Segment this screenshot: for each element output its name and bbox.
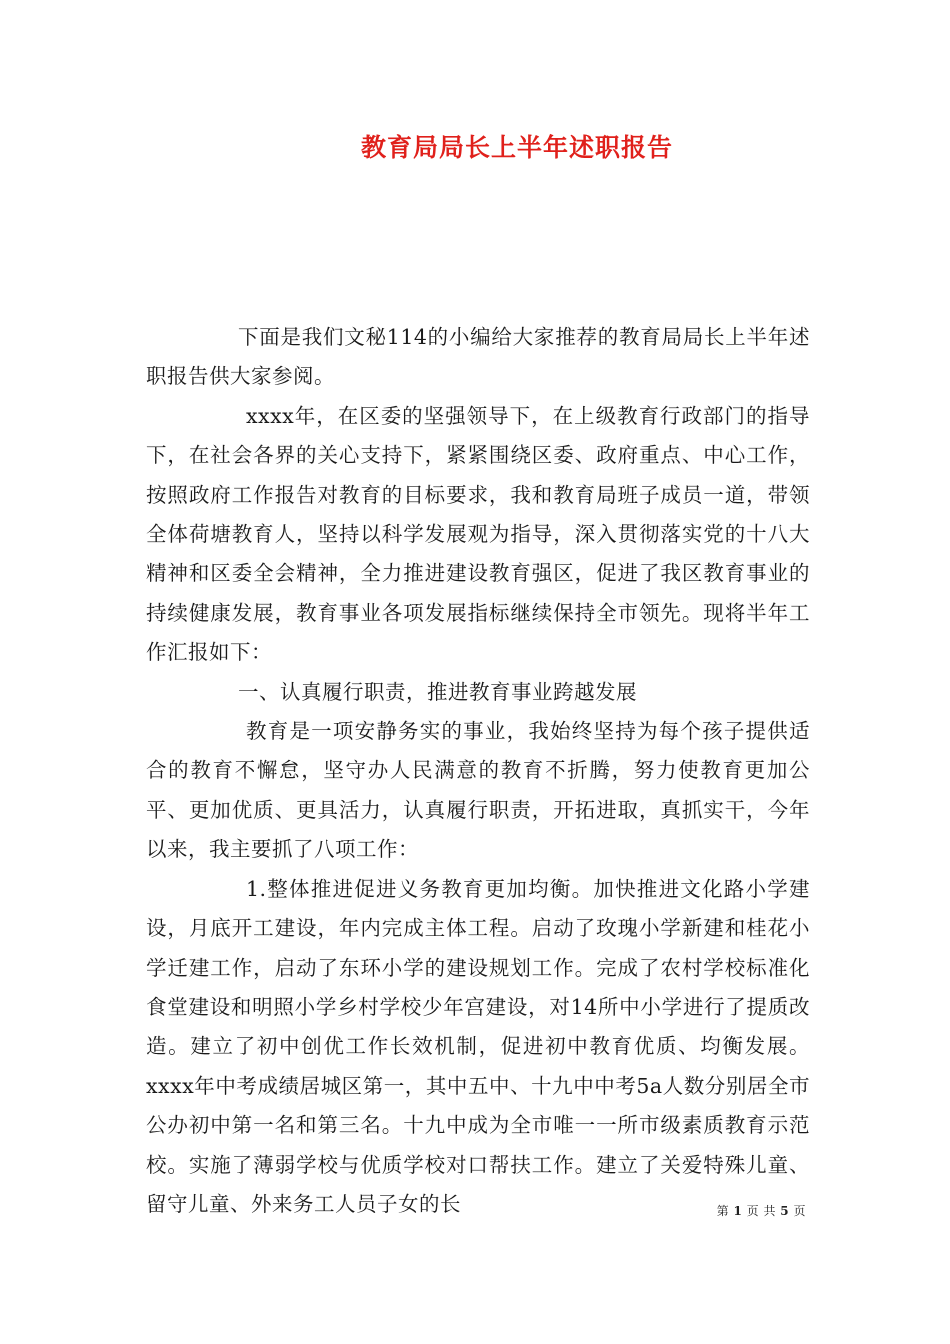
footer-prefix: 第 <box>716 1204 730 1218</box>
item-1-paragraph: 1.整体推进促进义务教育更加均衡。加快推进文化路小学建设，月底开工建设，年内完成主体工程。启动了玫瑰小学新建和桂花小学迁建工作，启动了东环小学的建设规划工作。完成了农村学校标准化食堂建设和明照小学乡村学校少年宫建设，对14所中小学进行了提质改造。建立了初中创优工作长效机制，促进初中教育优质、均衡发展。xxxx年中考成绩居城区第一，其中五中、十九中中考5a人数分别居全市公办初中第一名和第三名。十九中成为全市唯一一所市级素质教育示范校。实施了薄弱学校与优质学校对口帮扶工作。建立了关爱特殊儿童、留守儿童、外来务工人员子女的长 <box>146 876 810 1216</box>
footer-middle: 页 共 <box>746 1204 776 1218</box>
section-heading: 一、认真履行职责，推进教育事业跨越发展 <box>238 679 637 704</box>
footer-total-pages: 5 <box>780 1204 790 1218</box>
footer-page-number: 1 <box>733 1204 743 1218</box>
document-title: 教育局局长上半年述职报告 <box>360 133 673 162</box>
intro-paragraph: 下面是我们文秘114的小编给大家推荐的教育局局长上半年述职报告供大家参阅。 <box>146 325 810 389</box>
footer-suffix: 页 <box>793 1204 806 1218</box>
page-footer <box>0 1202 806 1219</box>
section-intro-paragraph: 教育是一项安静务实的事业，我始终坚持为每个孩子提供适合的教育不懈怠，坚守办人民满意的教育不折腾，努力使教育更加公平、更加优质、更具活力，认真履行职责，开拓进取，真抓实干，今年以来，我主要抓了八项工作： <box>146 719 810 862</box>
overview-paragraph: xxxx年，在区委的坚强领导下，在上级教育行政部门的指导下，在社会各界的关心支持下，紧紧围绕区委、政府重点、中心工作，按照政府工作报告对教育的目标要求，我和教育局班子成员一道，带领全体荷塘教育人，坚持以科学发展观为指导，深入贯彻落实党的十八大精神和区委全会精神，全力推进建设教育强区，促进了我区教育事业的持续健康发展，教育事业各项发展指标继续保持全市领先。现将半年工作汇报如下： <box>146 403 810 665</box>
document-body <box>146 318 810 1224</box>
